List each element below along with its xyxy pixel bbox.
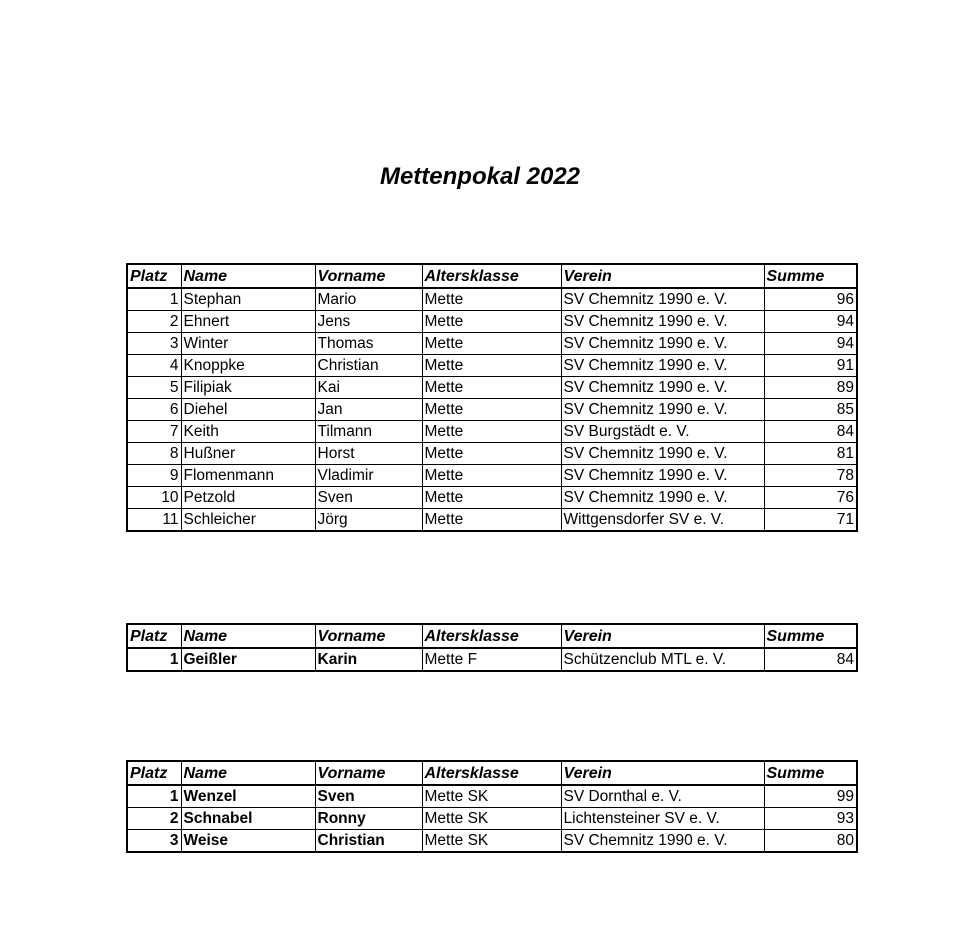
cell-altersklasse: Mette xyxy=(422,311,561,333)
table-row xyxy=(127,487,857,509)
cell-summe: 99 xyxy=(764,785,857,808)
cell-verein: SV Chemnitz 1990 e. V. xyxy=(561,377,764,399)
cell-name: Ehnert xyxy=(181,311,315,333)
table-row xyxy=(127,288,857,311)
cell-vorname: Jan xyxy=(315,399,422,421)
cell-summe: 91 xyxy=(764,355,857,377)
header-verein: Verein xyxy=(561,264,764,288)
cell-vorname: Sven xyxy=(315,487,422,509)
header-row xyxy=(127,264,857,288)
header-platz: Platz xyxy=(127,761,181,785)
cell-summe: 85 xyxy=(764,399,857,421)
header-altersklasse: Altersklasse xyxy=(422,264,561,288)
cell-altersklasse: Mette F xyxy=(422,648,561,671)
cell-altersklasse: Mette SK xyxy=(422,785,561,808)
table-row xyxy=(127,377,857,399)
page-title: Mettenpokal 2022 xyxy=(379,163,581,190)
cell-name: Stephan xyxy=(181,288,315,311)
cell-verein: Wittgensdorfer SV e. V. xyxy=(561,509,764,532)
cell-platz: 8 xyxy=(127,443,181,465)
cell-name: Flomenmann xyxy=(181,465,315,487)
cell-altersklasse: Mette xyxy=(422,421,561,443)
cell-platz: 11 xyxy=(127,509,181,532)
table-row xyxy=(127,785,857,808)
cell-altersklasse: Mette xyxy=(422,465,561,487)
cell-verein: Lichtensteiner SV e. V. xyxy=(561,808,764,830)
cell-name: Wenzel xyxy=(181,785,315,808)
header-verein: Verein xyxy=(561,624,764,648)
cell-summe: 84 xyxy=(764,421,857,443)
cell-vorname: Kai xyxy=(315,377,422,399)
cell-altersklasse: Mette xyxy=(422,487,561,509)
table-row xyxy=(127,830,857,853)
table-row xyxy=(127,509,857,532)
cell-platz: 3 xyxy=(127,830,181,853)
cell-summe: 89 xyxy=(764,377,857,399)
cell-verein: SV Chemnitz 1990 e. V. xyxy=(561,355,764,377)
header-name: Name xyxy=(181,624,315,648)
cell-vorname: Horst xyxy=(315,443,422,465)
header-vorname: Vorname xyxy=(315,761,422,785)
cell-platz: 6 xyxy=(127,399,181,421)
cell-platz: 5 xyxy=(127,377,181,399)
cell-vorname: Mario xyxy=(315,288,422,311)
cell-verein: SV Burgstädt e. V. xyxy=(561,421,764,443)
cell-summe: 71 xyxy=(764,509,857,532)
table-row xyxy=(127,333,857,355)
header-summe: Summe xyxy=(764,761,857,785)
cell-name: Keith xyxy=(181,421,315,443)
cell-summe: 94 xyxy=(764,311,857,333)
cell-altersklasse: Mette xyxy=(422,399,561,421)
results-table-mette-f xyxy=(126,623,858,672)
cell-vorname: Vladimir xyxy=(315,465,422,487)
cell-platz: 1 xyxy=(127,288,181,311)
cell-platz: 2 xyxy=(127,311,181,333)
cell-altersklasse: Mette xyxy=(422,377,561,399)
cell-platz: 4 xyxy=(127,355,181,377)
results-table-mette-sk xyxy=(126,760,858,853)
cell-name: Diehel xyxy=(181,399,315,421)
cell-summe: 81 xyxy=(764,443,857,465)
cell-altersklasse: Mette xyxy=(422,509,561,532)
cell-summe: 78 xyxy=(764,465,857,487)
cell-platz: 10 xyxy=(127,487,181,509)
header-summe: Summe xyxy=(764,264,857,288)
cell-altersklasse: Mette xyxy=(422,333,561,355)
cell-verein: SV Chemnitz 1990 e. V. xyxy=(561,465,764,487)
cell-verein: SV Chemnitz 1990 e. V. xyxy=(561,487,764,509)
cell-platz: 3 xyxy=(127,333,181,355)
cell-verein: SV Chemnitz 1990 e. V. xyxy=(561,399,764,421)
table-row xyxy=(127,465,857,487)
table-row xyxy=(127,399,857,421)
cell-verein: SV Dornthal e. V. xyxy=(561,785,764,808)
cell-vorname: Jörg xyxy=(315,509,422,532)
cell-name: Hußner xyxy=(181,443,315,465)
header-row xyxy=(127,624,857,648)
table-row xyxy=(127,648,857,671)
cell-verein: Schützenclub MTL e. V. xyxy=(561,648,764,671)
table-row xyxy=(127,311,857,333)
cell-vorname: Tilmann xyxy=(315,421,422,443)
header-name: Name xyxy=(181,264,315,288)
table-row xyxy=(127,421,857,443)
header-vorname: Vorname xyxy=(315,264,422,288)
cell-name: Winter xyxy=(181,333,315,355)
cell-verein: SV Chemnitz 1990 e. V. xyxy=(561,333,764,355)
cell-verein: SV Chemnitz 1990 e. V. xyxy=(561,443,764,465)
cell-verein: SV Chemnitz 1990 e. V. xyxy=(561,288,764,311)
header-summe: Summe xyxy=(764,624,857,648)
cell-vorname: Karin xyxy=(315,648,422,671)
cell-altersklasse: Mette SK xyxy=(422,830,561,853)
cell-name: Knoppke xyxy=(181,355,315,377)
cell-vorname: Sven xyxy=(315,785,422,808)
cell-name: Filipiak xyxy=(181,377,315,399)
cell-summe: 76 xyxy=(764,487,857,509)
cell-platz: 9 xyxy=(127,465,181,487)
cell-platz: 2 xyxy=(127,808,181,830)
header-platz: Platz xyxy=(127,624,181,648)
cell-summe: 93 xyxy=(764,808,857,830)
cell-summe: 80 xyxy=(764,830,857,853)
cell-vorname: Christian xyxy=(315,830,422,853)
cell-platz: 1 xyxy=(127,648,181,671)
cell-altersklasse: Mette xyxy=(422,355,561,377)
cell-altersklasse: Mette SK xyxy=(422,808,561,830)
header-altersklasse: Altersklasse xyxy=(422,624,561,648)
cell-vorname: Thomas xyxy=(315,333,422,355)
cell-altersklasse: Mette xyxy=(422,288,561,311)
header-platz: Platz xyxy=(127,264,181,288)
cell-vorname: Ronny xyxy=(315,808,422,830)
cell-name: Petzold xyxy=(181,487,315,509)
header-row xyxy=(127,761,857,785)
results-table-mette xyxy=(126,263,858,532)
header-name: Name xyxy=(181,761,315,785)
cell-verein: SV Chemnitz 1990 e. V. xyxy=(561,311,764,333)
table-row xyxy=(127,355,857,377)
table-row xyxy=(127,808,857,830)
cell-summe: 84 xyxy=(764,648,857,671)
cell-name: Schnabel xyxy=(181,808,315,830)
header-vorname: Vorname xyxy=(315,624,422,648)
cell-vorname: Jens xyxy=(315,311,422,333)
cell-vorname: Christian xyxy=(315,355,422,377)
cell-verein: SV Chemnitz 1990 e. V. xyxy=(561,830,764,853)
cell-platz: 7 xyxy=(127,421,181,443)
cell-name: Schleicher xyxy=(181,509,315,532)
cell-summe: 94 xyxy=(764,333,857,355)
header-altersklasse: Altersklasse xyxy=(422,761,561,785)
table-row xyxy=(127,443,857,465)
cell-platz: 1 xyxy=(127,785,181,808)
cell-summe: 96 xyxy=(764,288,857,311)
cell-name: Geißler xyxy=(181,648,315,671)
cell-name: Weise xyxy=(181,830,315,853)
cell-altersklasse: Mette xyxy=(422,443,561,465)
header-verein: Verein xyxy=(561,761,764,785)
